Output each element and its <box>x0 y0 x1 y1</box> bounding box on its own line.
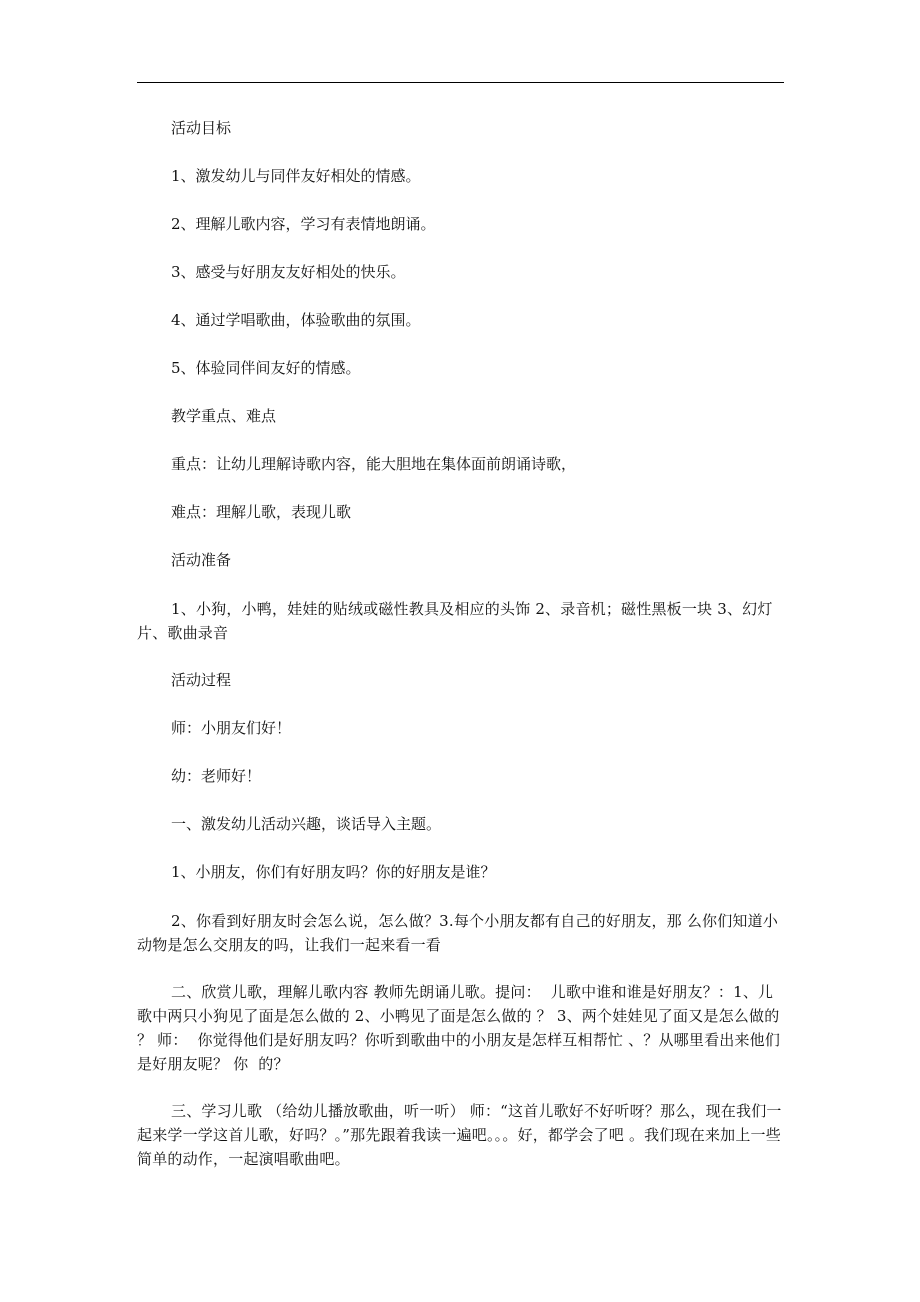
step-two-appreciation: 二、欣赏儿歌，理解儿歌内容 教师先朗诵儿歌。提问： 儿歌中谁和谁是好朋友？：1、儿歌中两只小狗见了面是怎么做的 2、小鸭见了面是怎么做的 ？ 3、两个娃娃见了面又是怎么做的 ？ 师： 你觉得他们是好朋友吗？你听到歌曲中的小朋友是怎样互相帮忙 、？从哪里看出来他们是好朋友呢？ 你 的？ <box>137 983 785 1073</box>
teacher-greeting: 师：小朋友们好！ <box>171 719 292 737</box>
header-rule <box>137 82 784 83</box>
goal-item-3: 3、感受与好朋友友好相处的快乐。 <box>171 263 406 281</box>
heading-activity-goals: 活动目标 <box>171 119 232 137</box>
heading-preparation: 活动准备 <box>171 551 232 569</box>
heading-process: 活动过程 <box>171 671 232 689</box>
goal-item-1: 1、激发幼儿与同伴友好相处的情感。 <box>171 167 421 185</box>
step-one-question-2: 2、你看到好朋友时会怎么说，怎么做？3.每个小朋友都有自己的好朋友，那 么你们知道小动物是怎么交朋友的吗，让我们一起来看一看 <box>137 912 779 954</box>
goal-item-2: 2、理解儿歌内容，学习有表情地朗诵。 <box>171 215 436 233</box>
key-point: 重点：让幼儿理解诗歌内容，能大胆地在集体面前朗诵诗歌， <box>171 455 577 473</box>
step-one-title: 一、激发幼儿活动兴趣，谈话导入主题。 <box>171 815 442 833</box>
difficult-point: 难点：理解儿歌，表现儿歌 <box>171 503 352 521</box>
preparation-materials: 1、小狗，小鸭，娃娃的贴绒或磁性教具及相应的头饰 2、录音机；磁性黑板一块 3、幻灯片、歌曲录音 <box>137 600 773 642</box>
heading-key-points: 教学重点、难点 <box>171 407 277 425</box>
step-three-learning: 三、学习儿歌 （给幼儿播放歌曲，听一听） 师：“这首儿歌好不好听呀？那么，现在我们一起来学一学这首儿歌，好吗？。”那先跟着我读一遍吧。。。好，都学会了吧 。我们现在来加上一些简单的动作，一起演唱歌曲吧。 <box>137 1102 782 1168</box>
step-one-question-1: 1、小朋友，你们有好朋友吗？你的好朋友是谁？ <box>171 863 496 881</box>
goal-item-4: 4、通过学唱歌曲，体验歌曲的氛围。 <box>171 311 421 329</box>
children-greeting: 幼：老师好！ <box>171 767 262 785</box>
goal-item-5: 5、体验同伴间友好的情感。 <box>171 359 361 377</box>
